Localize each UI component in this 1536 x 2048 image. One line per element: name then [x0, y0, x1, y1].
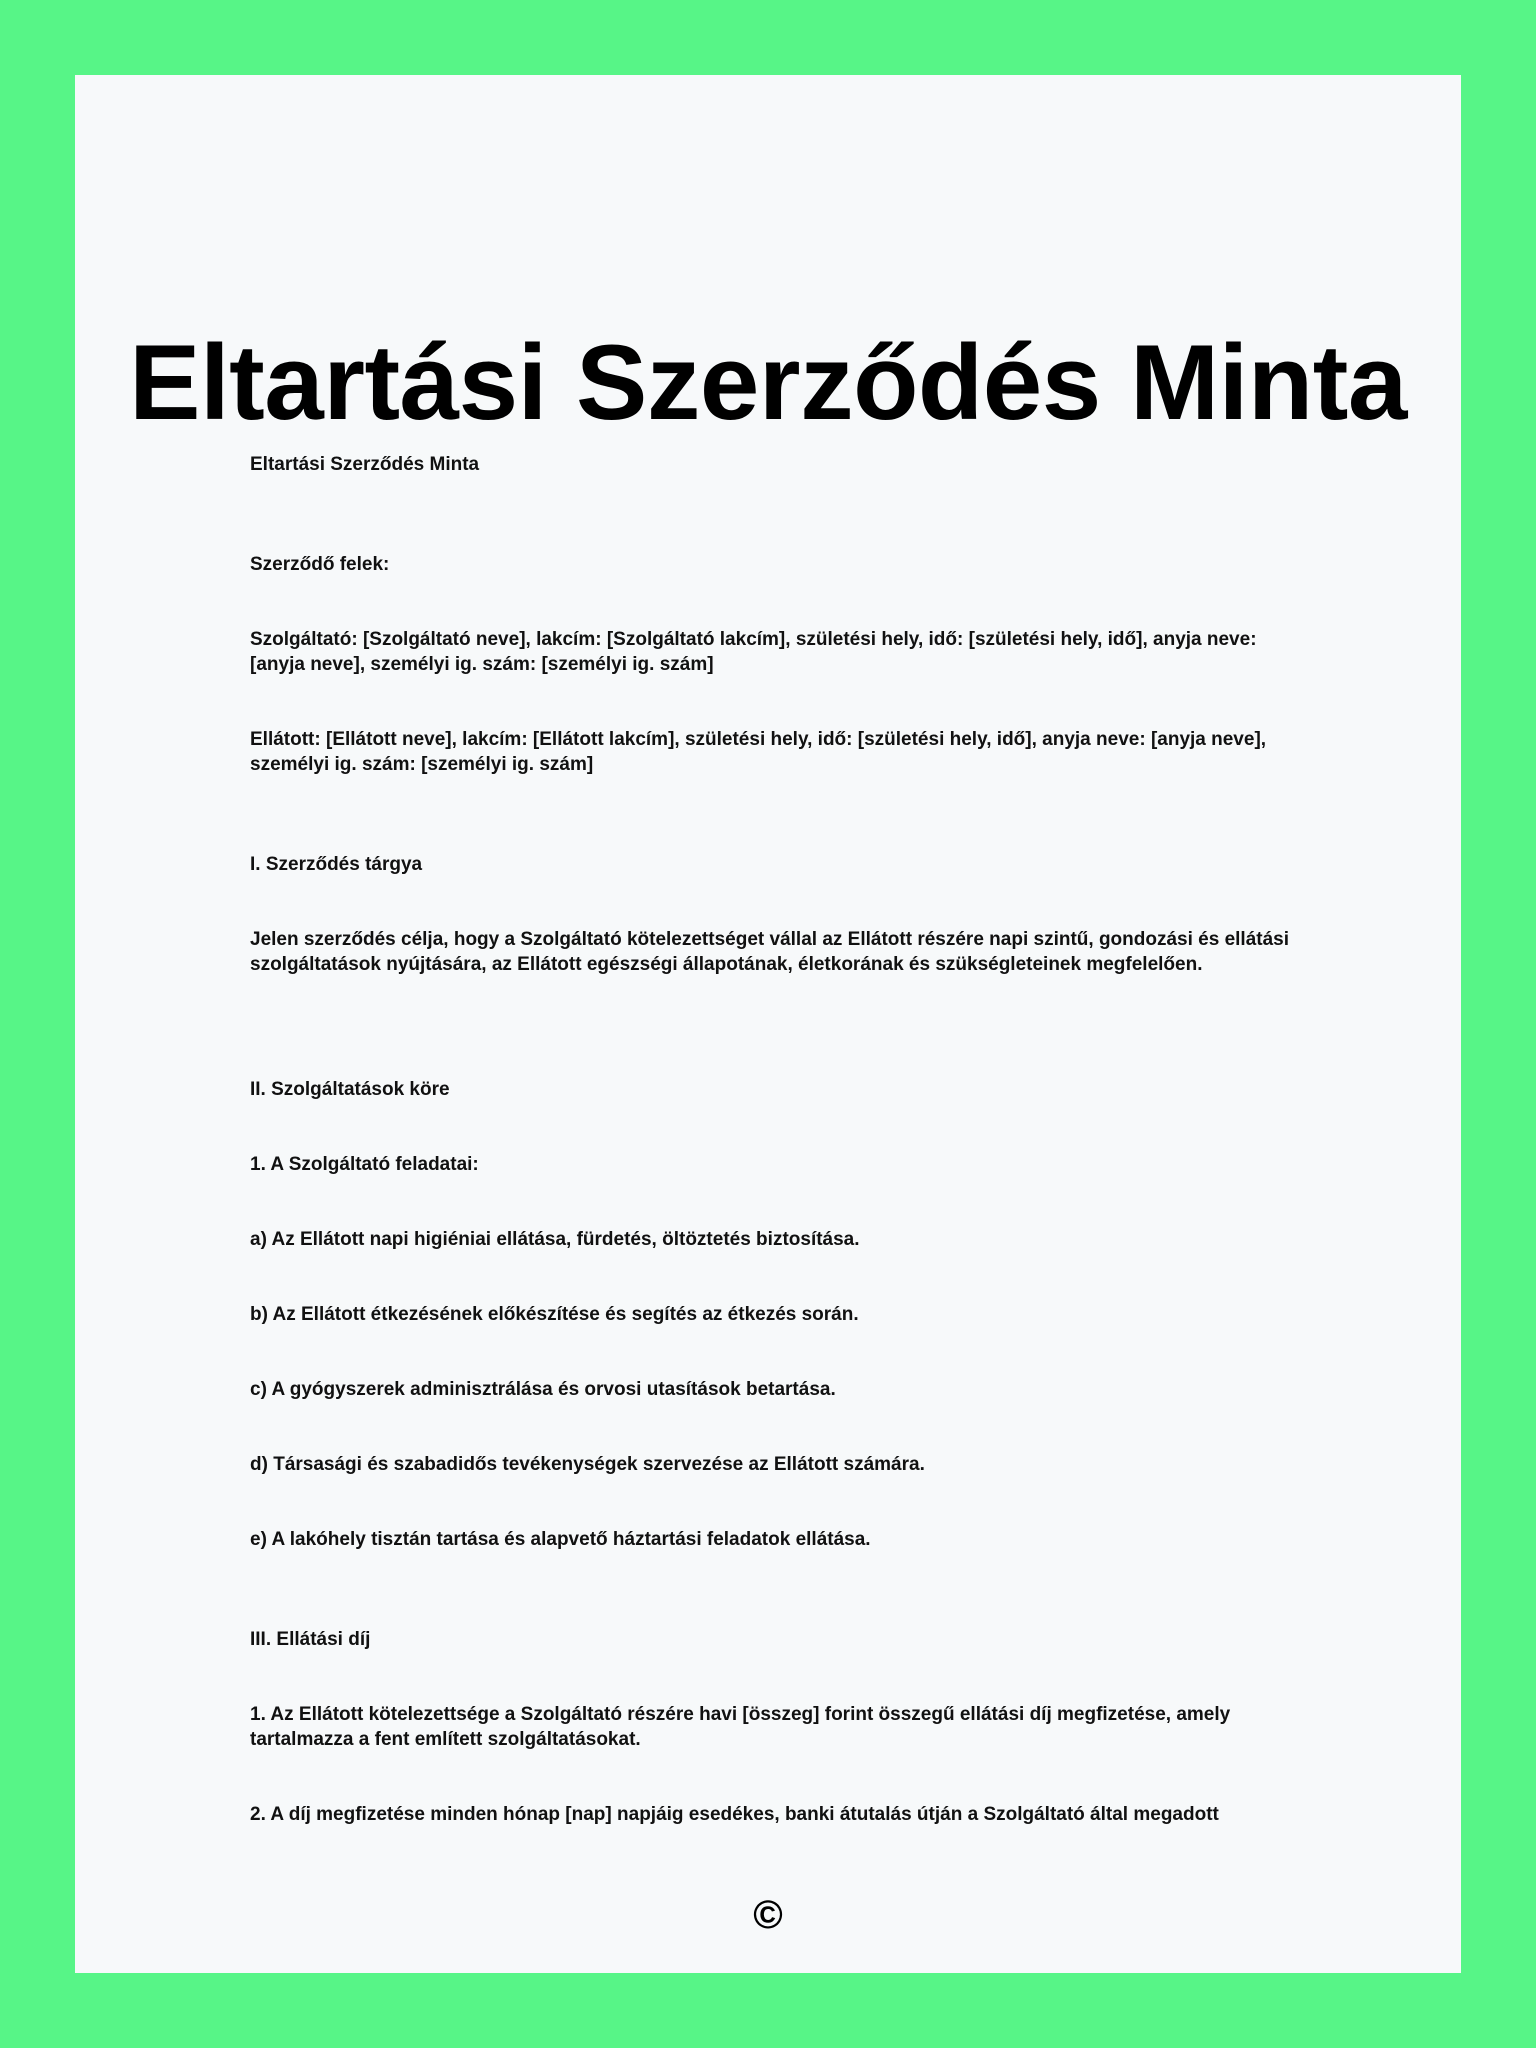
copyright-symbol: © [753, 1893, 783, 1937]
doc-subtitle: Eltartási Szerződés Minta [250, 454, 480, 475]
duty-item-a: a) Az Ellátott napi higiéniai ellátása, fürdetés, öltöztetés biztosítása. [250, 1229, 860, 1250]
fee-clause-1: 1. Az Ellátott kötelezettsége a Szolgáltató részére havi [összeg] forint összegű ellátási díj megfizetése, amely tartalmazza a fent említett szolgáltatásokat. [250, 1704, 1231, 1750]
duty-item-d: d) Társasági és szabadidős tevékenységek szervezése az Ellátott számára. [250, 1454, 925, 1475]
document-page [75, 75, 1461, 1973]
recipient-details: Ellátott: [Ellátott neve], lakcím: [Ellátott lakcím], születési hely, idő: [születési hely, idő], anyja neve: [anyja neve], személyi ig. szám: [személyi ig. szám] [250, 729, 1267, 775]
parties-heading: Szerződő felek: [250, 554, 390, 575]
provider-duties-heading: 1. A Szolgáltató feladatai: [250, 1154, 479, 1175]
section-heading-fee: III. Ellátási díj [250, 1629, 371, 1650]
page-title: Eltartási Szerződés Minta [129, 322, 1407, 442]
section-heading-services: II. Szolgáltatások köre [250, 1079, 450, 1100]
subject-text: Jelen szerződés célja, hogy a Szolgáltató kötelezettséget vállal az Ellátott részére napi szintű, gondozási és ellátási szolgáltatások nyújtására, az Ellátott egészségi állapotának, életkorának és szükségleteinek megfelelően. [250, 929, 1290, 975]
section-heading-subject: I. Szerződés tárgya [250, 854, 423, 875]
provider-details: Szolgáltató: [Szolgáltató neve], lakcím: [Szolgáltató lakcím], születési hely, idő: [születési hely, idő], anyja neve: [anyja neve], személyi ig. szám: [személyi ig. szám] [250, 629, 1257, 675]
duty-item-e: e) A lakóhely tisztán tartása és alapvető háztartási feladatok ellátása. [250, 1529, 871, 1550]
fee-clause-2: 2. A díj megfizetése minden hónap [nap] napjáig esedékes, banki átutalás útján a Szolgáltató által megadott [250, 1804, 1219, 1825]
duty-item-b: b) Az Ellátott étkezésének előkészítése és segítés az étkezés során. [250, 1304, 859, 1325]
duty-item-c: c) A gyógyszerek adminisztrálása és orvosi utasítások betartása. [250, 1379, 836, 1400]
